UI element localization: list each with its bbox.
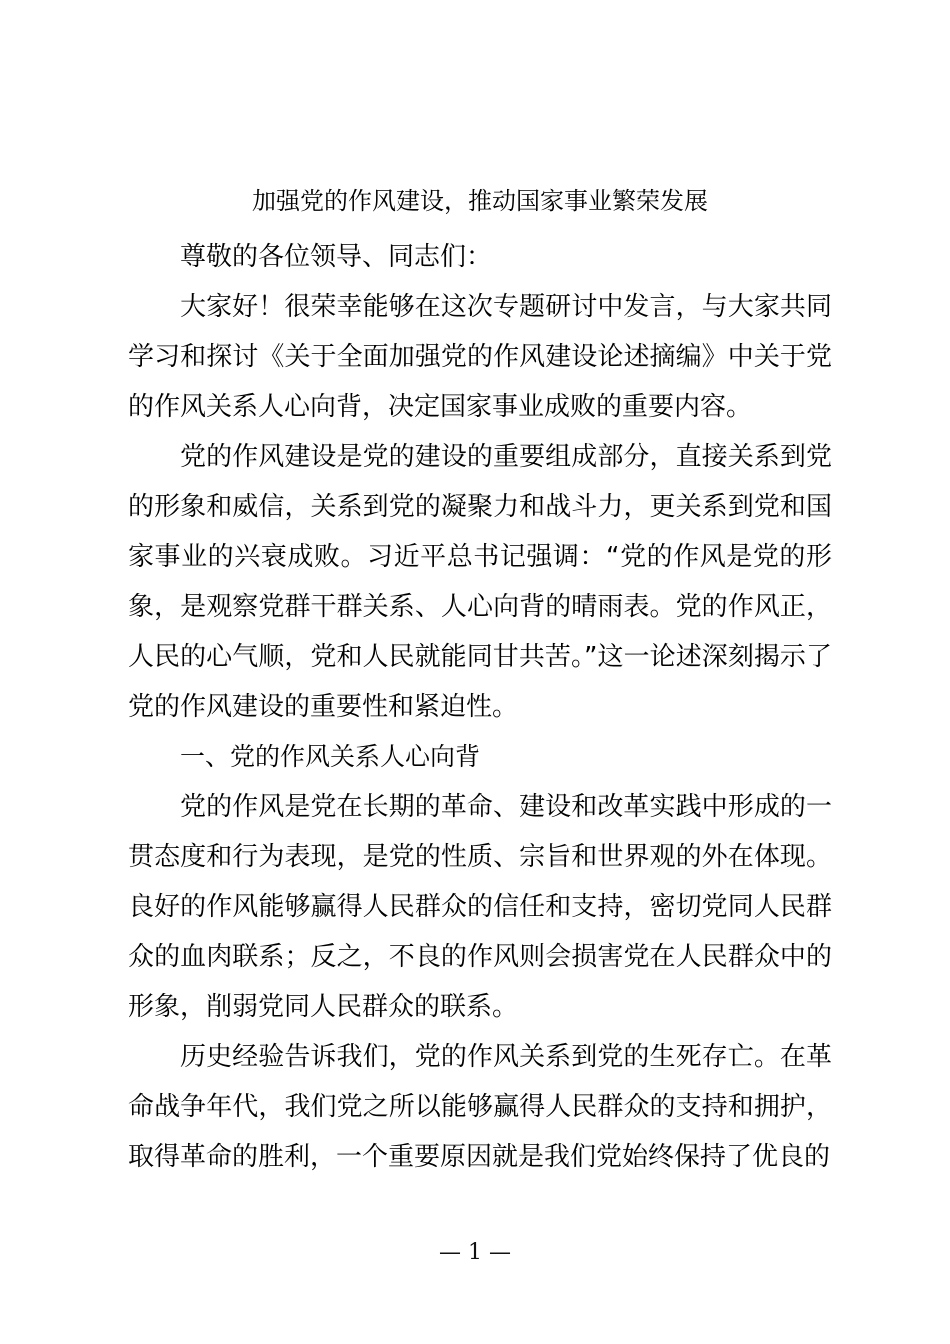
page-number: — 1 — [439, 1240, 511, 1265]
salutation: 尊敬的各位领导、同志们： [180, 242, 493, 272]
section-heading: 一、党的作风关系人心向背 [180, 742, 481, 771]
paragraph-history: 历史经验告诉我们，党的作风关系到党的生死存亡。在革命战争年代，我们党之所以能够赢得人民群众的支持和拥护，取得革命的胜利，一个重要原因就是我们党始终保持了优良的 [128, 1042, 832, 1172]
paragraph-importance: 党的作风建设是党的建设的重要组成部分，直接关系到党的形象和威信，关系到党的凝聚力和战斗力，更关系到党和国家事业的兴衰成败。习近平总书记强调：“党的作风是党的形象，是观察党群干群关系、人心向背的晴雨表。党的作风正，人民的心气顺，党和人民就能同甘共苦。”这一论述深刻揭示了党的作风建设的重要性和紧迫性。 [128, 442, 832, 722]
paragraph-style-definition: 党的作风是党在长期的革命、建设和改革实践中形成的一贯态度和行为表现，是党的性质、宗旨和世界观的外在体现。良好的作风能够赢得人民群众的信任和支持，密切党同人民群众的血肉联系；反之，不良的作风则会损害党在人民群众中的形象，削弱党同人民群众的联系。 [128, 792, 832, 1022]
document-title: 加强党的作风建设，推动国家事业繁荣发展 [252, 187, 708, 215]
paragraph-intro: 大家好！很荣幸能够在这次专题研讨中发言，与大家共同学习和探讨《关于全面加强党的作风建设论述摘编》中关于党的作风关系人心向背，决定国家事业成败的重要内容。 [128, 292, 832, 422]
document-body [128, 184, 832, 1182]
